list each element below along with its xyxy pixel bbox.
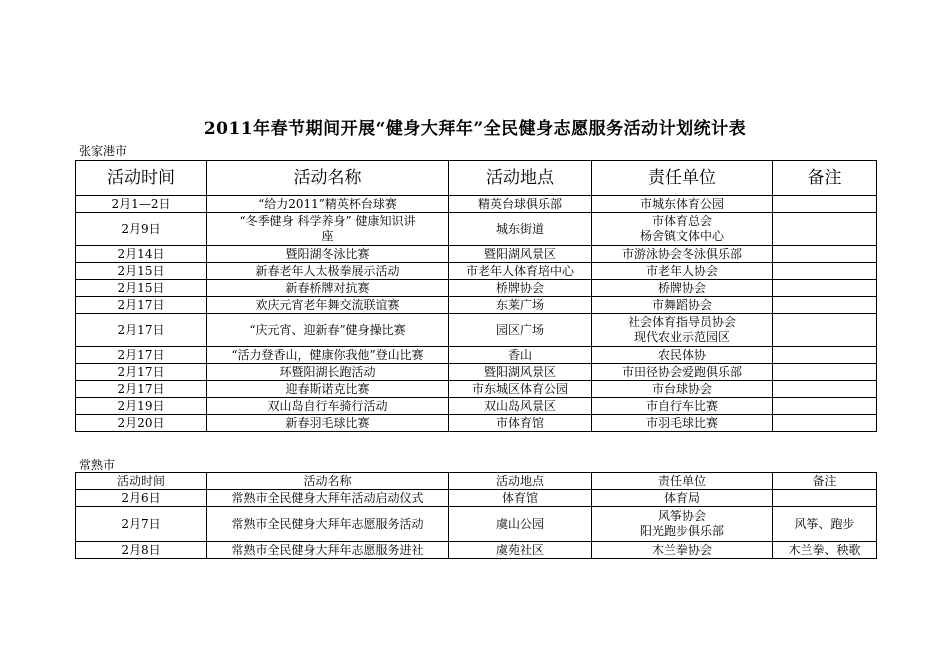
cell-name <box>207 297 449 314</box>
cell-name <box>207 347 449 364</box>
header-place: 活动地点 <box>449 473 592 490</box>
cell-name-line: 新春桥牌对抗赛 <box>285 280 370 295</box>
cell-name <box>207 415 449 432</box>
cell-unit <box>592 364 773 381</box>
cell-unit-line: 市羽毛球比赛 <box>645 415 718 430</box>
cell-name-line: 暨阳湖冬泳比赛 <box>285 246 370 261</box>
header-note: 备注 <box>773 161 877 196</box>
table-row <box>76 381 877 398</box>
cell-place: 市东城区体育公园 <box>449 381 592 398</box>
cell-note <box>773 415 877 432</box>
cell-unit <box>592 263 773 280</box>
cell-name <box>207 542 449 559</box>
cell-name-line: 双山岛自行车骑行活动 <box>267 398 388 413</box>
cell-name-line: 常熟市全民健身大拜年志愿服务进社 <box>231 542 424 557</box>
cell-unit <box>592 347 773 364</box>
cell-name-line: 座 <box>321 229 334 243</box>
cell-unit-line: 市城东体育公园 <box>639 196 724 211</box>
table-row <box>76 213 877 246</box>
cell-place: 虞苑社区 <box>449 542 592 559</box>
cell-note <box>773 263 877 280</box>
cell-time: 2月8日 <box>76 542 207 559</box>
cell-time: 2月17日 <box>76 297 207 314</box>
table-header-row <box>76 161 877 196</box>
table-row <box>76 507 877 542</box>
cell-time: 2月9日 <box>76 213 207 246</box>
cell-name-line: 迎春斯诺克比赛 <box>285 381 370 396</box>
cell-time: 2月14日 <box>76 246 207 263</box>
cell-note <box>773 364 877 381</box>
cell-unit-line: 阳光跑步俱乐部 <box>639 524 724 538</box>
cell-time: 2月1—2日 <box>76 196 207 213</box>
cell-name-line: 常熟市全民健身大拜年活动启动仪式 <box>231 490 424 505</box>
header-note: 备注 <box>773 473 877 490</box>
cell-unit <box>592 213 773 246</box>
table-row <box>76 347 877 364</box>
table-row <box>76 246 877 263</box>
table-body <box>76 490 877 559</box>
table-row <box>76 314 877 347</box>
table-row <box>76 297 877 314</box>
cell-time: 2月17日 <box>76 364 207 381</box>
cell-note <box>773 490 877 507</box>
cell-unit-line: 杨舍镇文体中心 <box>639 229 724 243</box>
header-place: 活动地点 <box>449 161 592 196</box>
region-label-zhangjiagang: 张家港市 <box>79 144 128 158</box>
cell-name <box>207 364 449 381</box>
cell-note: 风筝、跑步 <box>773 507 877 542</box>
cell-name-line: 新春老年人太极拳展示活动 <box>255 263 400 278</box>
cell-note <box>773 381 877 398</box>
cell-unit-line: 市体育总会 <box>651 214 712 228</box>
cell-unit-line: 市自行车比赛 <box>645 398 718 413</box>
table-row <box>76 196 877 213</box>
table-row <box>76 490 877 507</box>
activity-table-changshu <box>75 472 877 559</box>
cell-unit-line: 体育局 <box>663 490 700 505</box>
cell-place: 暨阳湖风景区 <box>449 246 592 263</box>
cell-time: 2月17日 <box>76 314 207 347</box>
cell-unit-line: 木兰拳协会 <box>651 542 712 557</box>
cell-time: 2月17日 <box>76 347 207 364</box>
cell-unit-line: 现代农业示范园区 <box>633 330 730 344</box>
table-row <box>76 542 877 559</box>
cell-unit <box>592 490 773 507</box>
cell-unit-line: 社会体育指导员协会 <box>627 315 736 329</box>
cell-name <box>207 263 449 280</box>
table-row <box>76 364 877 381</box>
cell-name-line: 欢庆元宵老年舞交流联谊赛 <box>255 297 400 312</box>
cell-time: 2月6日 <box>76 490 207 507</box>
cell-unit <box>592 314 773 347</box>
cell-place: 香山 <box>449 347 592 364</box>
cell-time: 2月7日 <box>76 507 207 542</box>
cell-unit-line: 农民体协 <box>657 347 706 362</box>
cell-time: 2月15日 <box>76 263 207 280</box>
table-body <box>76 196 877 432</box>
cell-unit <box>592 507 773 542</box>
header-time: 活动时间 <box>76 161 207 196</box>
cell-unit-line: 桥牌协会 <box>657 280 706 295</box>
table-row <box>76 398 877 415</box>
cell-unit <box>592 280 773 297</box>
header-unit: 责任单位 <box>592 473 773 490</box>
cell-note: 木兰拳、秧歌 <box>773 542 877 559</box>
cell-name-line: 环暨阳湖长跑活动 <box>279 364 376 379</box>
cell-name <box>207 213 449 246</box>
cell-time: 2月17日 <box>76 381 207 398</box>
cell-note <box>773 347 877 364</box>
cell-name-line: “活力登香山，健康你我他”登山比赛 <box>231 347 424 362</box>
cell-note <box>773 246 877 263</box>
cell-name <box>207 314 449 347</box>
cell-unit-line: 市台球协会 <box>651 381 712 396</box>
page-title: 2011年春节期间开展“健身大拜年”全民健身志愿服务活动计划统计表 <box>203 119 747 139</box>
cell-place: 市老年人体育培中心 <box>449 263 592 280</box>
cell-name-line: “给力2011”精英杯台球赛 <box>258 196 397 211</box>
header-time: 活动时间 <box>76 473 207 490</box>
table-row <box>76 263 877 280</box>
cell-place: 城东街道 <box>449 213 592 246</box>
cell-name <box>207 398 449 415</box>
cell-place: 体育馆 <box>449 490 592 507</box>
cell-name-line: “冬季健身 科学养身” 健康知识讲 <box>239 214 416 228</box>
cell-unit-line: 市田径协会爱跑俱乐部 <box>621 364 742 379</box>
cell-name <box>207 490 449 507</box>
cell-name-line: 常熟市全民健身大拜年志愿服务活动 <box>231 516 424 531</box>
header-name: 活动名称 <box>207 161 449 196</box>
cell-note <box>773 398 877 415</box>
cell-note <box>773 280 877 297</box>
header-name: 活动名称 <box>207 473 449 490</box>
cell-time: 2月15日 <box>76 280 207 297</box>
cell-place: 双山岛风景区 <box>449 398 592 415</box>
cell-unit <box>592 297 773 314</box>
cell-unit <box>592 542 773 559</box>
table-header-row <box>76 473 877 490</box>
cell-name-line: “庆元宵、迎新春”健身操比赛 <box>249 322 406 337</box>
cell-name <box>207 381 449 398</box>
cell-name <box>207 246 449 263</box>
cell-note <box>773 213 877 246</box>
cell-unit-line: 市老年人协会 <box>645 263 718 278</box>
cell-note <box>773 196 877 213</box>
region-label-changshu: 常熟市 <box>79 458 116 472</box>
cell-time: 2月19日 <box>76 398 207 415</box>
cell-note <box>773 314 877 347</box>
table-row <box>76 280 877 297</box>
cell-place: 精英台球俱乐部 <box>449 196 592 213</box>
cell-place: 虞山公园 <box>449 507 592 542</box>
cell-name-line: 新春羽毛球比赛 <box>285 415 370 430</box>
cell-name <box>207 196 449 213</box>
cell-time: 2月20日 <box>76 415 207 432</box>
header-unit: 责任单位 <box>592 161 773 196</box>
cell-unit <box>592 196 773 213</box>
cell-unit <box>592 415 773 432</box>
table-row <box>76 415 877 432</box>
cell-unit <box>592 398 773 415</box>
cell-unit-line: 市舞蹈协会 <box>651 297 712 312</box>
cell-place: 市体育馆 <box>449 415 592 432</box>
cell-place: 园区广场 <box>449 314 592 347</box>
cell-unit-line: 市游泳协会冬泳俱乐部 <box>621 246 742 261</box>
cell-name <box>207 507 449 542</box>
cell-note <box>773 297 877 314</box>
cell-place: 桥牌协会 <box>449 280 592 297</box>
cell-name <box>207 280 449 297</box>
cell-unit <box>592 246 773 263</box>
cell-place: 暨阳湖风景区 <box>449 364 592 381</box>
cell-unit-line: 风筝协会 <box>657 509 706 523</box>
cell-unit <box>592 381 773 398</box>
activity-table-zhangjiagang <box>75 160 877 432</box>
cell-place: 东莱广场 <box>449 297 592 314</box>
